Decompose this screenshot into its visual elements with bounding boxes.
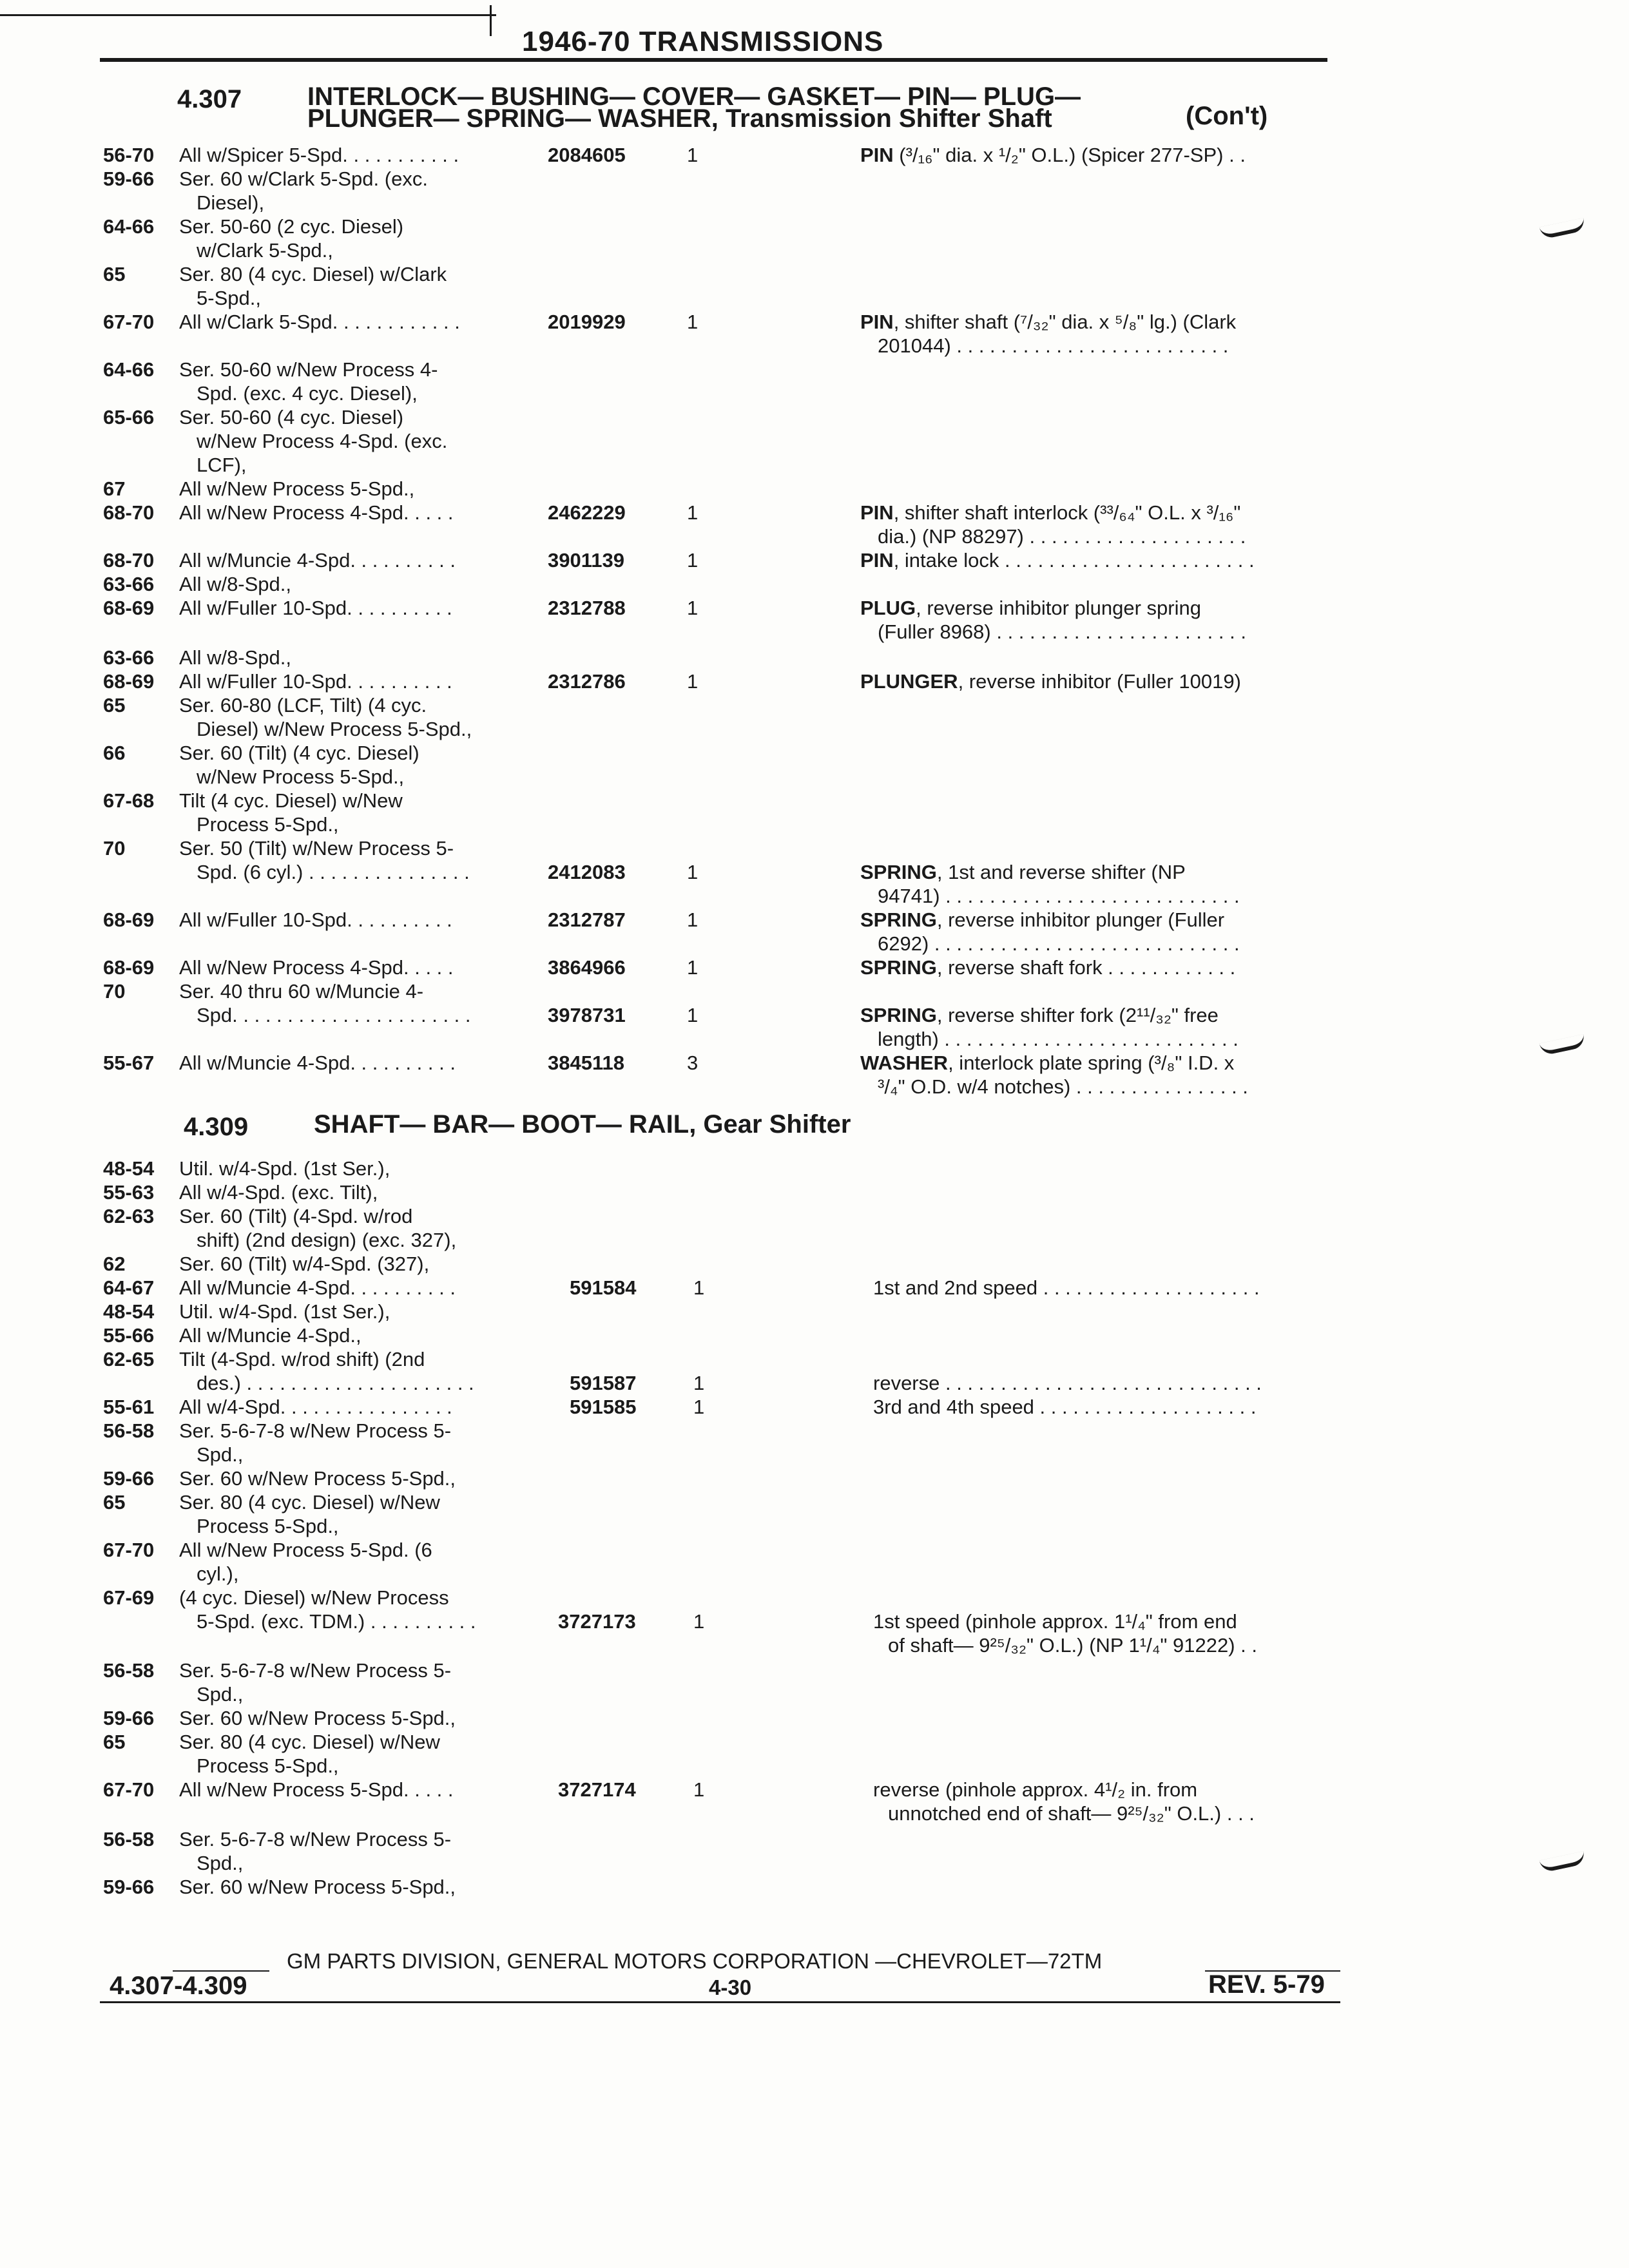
- model-years: 48-54: [103, 1157, 155, 1180]
- description-text: , reverse shifter fork (2¹¹/₃₂" free: [936, 1004, 1219, 1026]
- quantity: 1: [687, 144, 699, 166]
- model-years: 59-66: [103, 168, 155, 190]
- application-text: 5-Spd.,: [197, 287, 261, 309]
- model-years: 48-54: [103, 1300, 155, 1323]
- part-number: 591584: [570, 1276, 637, 1299]
- part-description: 1st and 2nd speed . . . . . . . . . . . . . . . . . . . .: [873, 1276, 1260, 1299]
- model-years: 65: [103, 1731, 126, 1753]
- footer-page-number: 4-30: [709, 1975, 752, 1999]
- part-number: 3864966: [548, 956, 626, 979]
- application-text: All w/New Process 5-Spd.,: [179, 477, 415, 500]
- part-name: PLUG: [860, 597, 916, 619]
- part-number: 2412083: [548, 861, 626, 883]
- footer-publisher: GM PARTS DIVISION, GENERAL MOTORS CORPORATION —CHEVROLET—72TM: [287, 1949, 1103, 1973]
- application-text: All w/8-Spd.,: [179, 646, 292, 669]
- model-years: 59-66: [103, 1707, 155, 1729]
- part-description: [878, 1027, 1239, 1051]
- application-text: All w/New Process 5-Spd. . . . .: [179, 1778, 454, 1801]
- application-text: All w/Fuller 10-Spd. . . . . . . . . .: [179, 670, 452, 693]
- model-years: 65: [103, 694, 126, 716]
- part-name: PIN: [860, 144, 894, 166]
- model-years: 56-58: [103, 1828, 155, 1850]
- description-text: , interlock plate spring (³/₈" I.D. x: [948, 1052, 1235, 1074]
- application-text: All w/4-Spd. (exc. Tilt),: [179, 1181, 378, 1204]
- part-number: 3978731: [548, 1004, 626, 1026]
- quantity: 1: [687, 956, 699, 979]
- part-description: [878, 334, 1228, 358]
- part-description: [860, 548, 1255, 572]
- part-description: [860, 860, 1186, 884]
- part-number: 2312787: [548, 908, 626, 931]
- application-text: All w/New Process 4-Spd. . . . .: [179, 501, 454, 524]
- description-text: , intake lock . . . . . . . . . . . . . . . . . . . . . . .: [893, 549, 1255, 572]
- model-years: 64-66: [103, 358, 155, 381]
- top-edge-tick: [490, 5, 492, 36]
- application-text: Spd.,: [197, 1683, 244, 1706]
- application-text: Ser. 50-60 (4 cyc. Diesel): [179, 406, 404, 428]
- quantity: 1: [693, 1276, 705, 1299]
- description-text: , reverse inhibitor (Fuller 10019): [958, 670, 1241, 693]
- part-description: unnotched end of shaft— 9²⁵/₃₂" O.L.) . . .: [888, 1802, 1255, 1825]
- application-text: Ser. 60 w/New Process 5-Spd.,: [179, 1467, 456, 1490]
- part-description: [860, 1051, 1234, 1075]
- part-description: [878, 620, 1246, 644]
- application-text: All w/4-Spd. . . . . . . . . . . . . . . .: [179, 1396, 452, 1418]
- application-text: Process 5-Spd.,: [197, 813, 339, 836]
- application-text: w/Clark 5-Spd.,: [197, 239, 333, 262]
- application-text: Ser. 40 thru 60 w/Muncie 4-: [179, 980, 424, 1003]
- section-title-line2: PLUNGER— SPRING— WASHER, Transmission Shifter Shaft: [307, 104, 1052, 133]
- application-text: Ser. 5-6-7-8 w/New Process 5-: [179, 1659, 452, 1682]
- section-title: SHAFT— BAR— BOOT— RAIL, Gear Shifter: [314, 1110, 851, 1139]
- model-years: 68-69: [103, 908, 155, 931]
- part-number: 2312786: [548, 670, 626, 693]
- description-text: (Fuller 8968) . . . . . . . . . . . . . . . . . . . . . . .: [878, 620, 1246, 643]
- application-text: Util. w/4-Spd. (1st Ser.),: [179, 1300, 390, 1323]
- binder-hole-mark: [1539, 1034, 1586, 1056]
- description-text: ³/₄" O.D. w/4 notches) . . . . . . . . . . . . . . . .: [878, 1075, 1248, 1098]
- part-name: SPRING: [860, 908, 937, 931]
- quantity: 1: [687, 597, 699, 619]
- part-description: [860, 908, 1224, 932]
- footer-section-range: 4.307-4.309: [110, 1972, 247, 2000]
- part-description: [860, 501, 1240, 524]
- application-text: Tilt (4 cyc. Diesel) w/New: [179, 789, 403, 812]
- part-name: SPRING: [860, 861, 937, 883]
- application-text: Ser. 60 (Tilt) w/4-Spd. (327),: [179, 1253, 430, 1275]
- header-rule: [100, 58, 1327, 62]
- application-text: Process 5-Spd.,: [197, 1515, 339, 1537]
- model-years: 55-63: [103, 1181, 155, 1204]
- model-years: 68-70: [103, 549, 155, 572]
- quantity: 1: [687, 549, 699, 572]
- model-years: 68-69: [103, 597, 155, 619]
- part-name: SPRING: [860, 956, 937, 979]
- part-description: reverse (pinhole approx. 4¹/₂ in. from: [873, 1778, 1198, 1801]
- model-years: 68-69: [103, 670, 155, 693]
- quantity: 1: [687, 1004, 699, 1026]
- quantity: 1: [687, 670, 699, 693]
- application-text: Ser. 80 (4 cyc. Diesel) w/New: [179, 1491, 440, 1514]
- model-years: 63-66: [103, 573, 155, 595]
- description-text: , shifter shaft (⁷/₃₂" dia. x ⁵/₈" lg.) (Clark: [893, 311, 1237, 333]
- model-years: 65-66: [103, 406, 155, 428]
- application-text: w/New Process 5-Spd.,: [197, 765, 405, 788]
- application-text: All w/New Process 4-Spd. . . . .: [179, 956, 454, 979]
- part-name: SPRING: [860, 1004, 937, 1026]
- application-text: Spd. (6 cyl.) . . . . . . . . . . . . . . .: [197, 861, 470, 883]
- quantity: 1: [687, 861, 699, 883]
- application-text: Spd.,: [197, 1443, 244, 1466]
- quantity: 1: [687, 908, 699, 931]
- quantity: 1: [693, 1396, 705, 1418]
- application-text: Ser. 80 (4 cyc. Diesel) w/Clark: [179, 263, 447, 285]
- description-text: 94741) . . . . . . . . . . . . . . . . . . . . . . . . . . .: [878, 885, 1240, 907]
- application-text: All w/Fuller 10-Spd. . . . . . . . . .: [179, 597, 452, 619]
- model-years: 67-70: [103, 1539, 155, 1561]
- description-text: (³/₁₆" dia. x ¹/₂" O.L.) (Spicer 277-SP) . .: [893, 144, 1246, 166]
- application-text: Ser. 5-6-7-8 w/New Process 5-: [179, 1419, 452, 1442]
- part-description: [878, 884, 1240, 908]
- description-text: 201044) . . . . . . . . . . . . . . . . . . . . . . . . .: [878, 334, 1229, 357]
- application-text: All w/Fuller 10-Spd. . . . . . . . . .: [179, 908, 452, 931]
- model-years: 59-66: [103, 1467, 155, 1490]
- model-years: 68-70: [103, 501, 155, 524]
- part-name: PIN: [860, 501, 894, 524]
- section-number: 4.307: [177, 85, 242, 113]
- application-text: All w/Muncie 4-Spd. . . . . . . . . .: [179, 1052, 456, 1074]
- part-description: 1st speed (pinhole approx. 1¹/₄" from end: [873, 1610, 1237, 1633]
- part-number: 591587: [570, 1372, 637, 1394]
- model-years: 62-65: [103, 1348, 155, 1370]
- model-years: 67: [103, 477, 126, 500]
- application-text: cyl.),: [197, 1562, 239, 1585]
- application-text: Ser. 60 w/New Process 5-Spd.,: [179, 1707, 456, 1729]
- part-number: 3727174: [558, 1778, 636, 1801]
- part-description: [860, 669, 1241, 693]
- part-description: 3rd and 4th speed . . . . . . . . . . . . . . . . . . . .: [873, 1396, 1257, 1418]
- application-text: Ser. 60 (Tilt) (4 cyc. Diesel): [179, 742, 419, 764]
- model-years: 67-70: [103, 1778, 155, 1801]
- model-years: 70: [103, 837, 126, 860]
- application-text: Process 5-Spd.,: [197, 1754, 339, 1777]
- model-years: 66: [103, 742, 126, 764]
- model-years: 63-66: [103, 646, 155, 669]
- application-text: All w/Spicer 5-Spd. . . . . . . . . . .: [179, 144, 459, 166]
- application-text: Ser. 50 (Tilt) w/New Process 5-: [179, 837, 454, 860]
- part-description: [878, 524, 1246, 548]
- application-text: All w/Muncie 4-Spd. . . . . . . . . .: [179, 549, 456, 572]
- part-description: reverse . . . . . . . . . . . . . . . . . . . . . . . . . . . . .: [873, 1372, 1262, 1394]
- description-text: 6292) . . . . . . . . . . . . . . . . . . . . . . . . . . . .: [878, 932, 1240, 955]
- model-years: 56-58: [103, 1419, 155, 1442]
- part-name: PIN: [860, 549, 894, 572]
- application-text: shift) (2nd design) (exc. 327),: [197, 1229, 457, 1251]
- model-years: 68-69: [103, 956, 155, 979]
- application-text: Diesel) w/New Process 5-Spd.,: [197, 718, 472, 740]
- description-text: dia.) (NP 88297) . . . . . . . . . . . . . . . . . . . .: [878, 525, 1246, 548]
- application-text: Ser. 80 (4 cyc. Diesel) w/New: [179, 1731, 440, 1753]
- part-name: PIN: [860, 311, 894, 333]
- part-number: 3901139: [548, 549, 624, 572]
- model-years: 67-70: [103, 311, 155, 333]
- application-text: Ser. 5-6-7-8 w/New Process 5-: [179, 1828, 452, 1850]
- part-description: [860, 310, 1236, 334]
- part-description: [860, 596, 1201, 620]
- description-text: , reverse inhibitor plunger (Fuller: [936, 908, 1225, 931]
- section-number: 4.309: [184, 1113, 249, 1141]
- part-description: [878, 932, 1240, 956]
- application-text: w/New Process 4-Spd. (exc.: [197, 430, 448, 452]
- application-text: (4 cyc. Diesel) w/New Process: [179, 1586, 449, 1609]
- part-number: 3845118: [548, 1052, 624, 1074]
- application-text: Ser. 50-60 w/New Process 4-: [179, 358, 438, 381]
- model-years: 67-69: [103, 1586, 155, 1609]
- part-name: WASHER: [860, 1052, 949, 1074]
- application-text: 5-Spd. (exc. TDM.) . . . . . . . . . .: [197, 1610, 476, 1633]
- application-text: Ser. 50-60 (2 cyc. Diesel): [179, 215, 404, 238]
- application-text: LCF),: [197, 454, 247, 476]
- continued-label: (Con't): [1186, 102, 1268, 130]
- model-years: 62-63: [103, 1205, 155, 1227]
- application-text: Ser. 60 w/New Process 5-Spd.,: [179, 1876, 456, 1898]
- quantity: 1: [693, 1610, 705, 1633]
- part-number: 2462229: [548, 501, 626, 524]
- application-text: All w/Muncie 4-Spd. . . . . . . . . .: [179, 1276, 456, 1299]
- model-years: 62: [103, 1253, 126, 1275]
- model-years: 64-66: [103, 215, 155, 238]
- part-number: 2084605: [548, 144, 626, 166]
- application-text: des.) . . . . . . . . . . . . . . . . . . . . .: [197, 1372, 474, 1394]
- part-name: PLUNGER: [860, 670, 958, 693]
- part-number: 3727173: [558, 1610, 636, 1633]
- model-years: 64-67: [103, 1276, 155, 1299]
- model-years: 56-70: [103, 144, 155, 166]
- application-text: Ser. 60-80 (LCF, Tilt) (4 cyc.: [179, 694, 427, 716]
- application-text: All w/New Process 5-Spd. (6: [179, 1539, 432, 1561]
- part-number: 2019929: [548, 311, 626, 333]
- application-text: Ser. 60 w/Clark 5-Spd. (exc.: [179, 168, 428, 190]
- footer-underline: [100, 2001, 1340, 2003]
- description-text: , shifter shaft interlock (³³/₆₄" O.L. x ³/₁₆": [893, 501, 1241, 524]
- top-edge-rule: [0, 14, 496, 16]
- quantity: 1: [687, 311, 699, 333]
- part-description: [860, 956, 1235, 979]
- part-number: 591585: [570, 1396, 637, 1418]
- description-text: , 1st and reverse shifter (NP: [936, 861, 1186, 883]
- description-text: , reverse shaft fork . . . . . . . . . . . .: [936, 956, 1236, 979]
- application-text: Ser. 60 (Tilt) (4-Spd. w/rod: [179, 1205, 413, 1227]
- model-years: 56-58: [103, 1659, 155, 1682]
- part-description: [860, 1003, 1219, 1027]
- running-head: 1946-70 TRANSMISSIONS: [522, 26, 884, 57]
- model-years: 59-66: [103, 1876, 155, 1898]
- model-years: 55-61: [103, 1396, 155, 1418]
- part-description: [878, 1075, 1248, 1099]
- application-text: Diesel),: [197, 191, 265, 214]
- quantity: 3: [687, 1052, 699, 1074]
- model-years: 70: [103, 980, 126, 1003]
- model-years: 65: [103, 1491, 126, 1514]
- binder-hole-mark: [1539, 218, 1586, 240]
- binder-hole-mark: [1539, 1851, 1586, 1873]
- section-title-line1: INTERLOCK— BUSHING— COVER— GASKET— PIN— PLUG—: [307, 82, 1081, 111]
- quantity: 1: [687, 501, 699, 524]
- quantity: 1: [693, 1778, 705, 1801]
- application-text: Spd. (exc. 4 cyc. Diesel),: [197, 382, 418, 405]
- quantity: 1: [693, 1372, 705, 1394]
- description-text: , reverse inhibitor plunger spring: [916, 597, 1201, 619]
- model-years: 55-67: [103, 1052, 155, 1074]
- application-text: Spd. . . . . . . . . . . . . . . . . . . . . .: [197, 1004, 471, 1026]
- application-text: Util. w/4-Spd. (1st Ser.),: [179, 1157, 390, 1180]
- part-description: [860, 143, 1246, 167]
- model-years: 55-66: [103, 1324, 155, 1347]
- application-text: All w/Muncie 4-Spd.,: [179, 1324, 361, 1347]
- application-text: All w/Clark 5-Spd. . . . . . . . . . . .: [179, 311, 460, 333]
- model-years: 65: [103, 263, 126, 285]
- part-number: 2312788: [548, 597, 626, 619]
- application-text: Spd.,: [197, 1852, 244, 1874]
- description-text: length) . . . . . . . . . . . . . . . . . . . . . . . . . . .: [878, 1028, 1239, 1050]
- part-description: of shaft— 9²⁵/₃₂" O.L.) (NP 1¹/₄" 91222) . .: [888, 1634, 1257, 1657]
- model-years: 67-68: [103, 789, 155, 812]
- application-text: All w/8-Spd.,: [179, 573, 292, 595]
- footer-revision: REV. 5-79: [1208, 1970, 1325, 1999]
- application-text: Tilt (4-Spd. w/rod shift) (2nd: [179, 1348, 425, 1370]
